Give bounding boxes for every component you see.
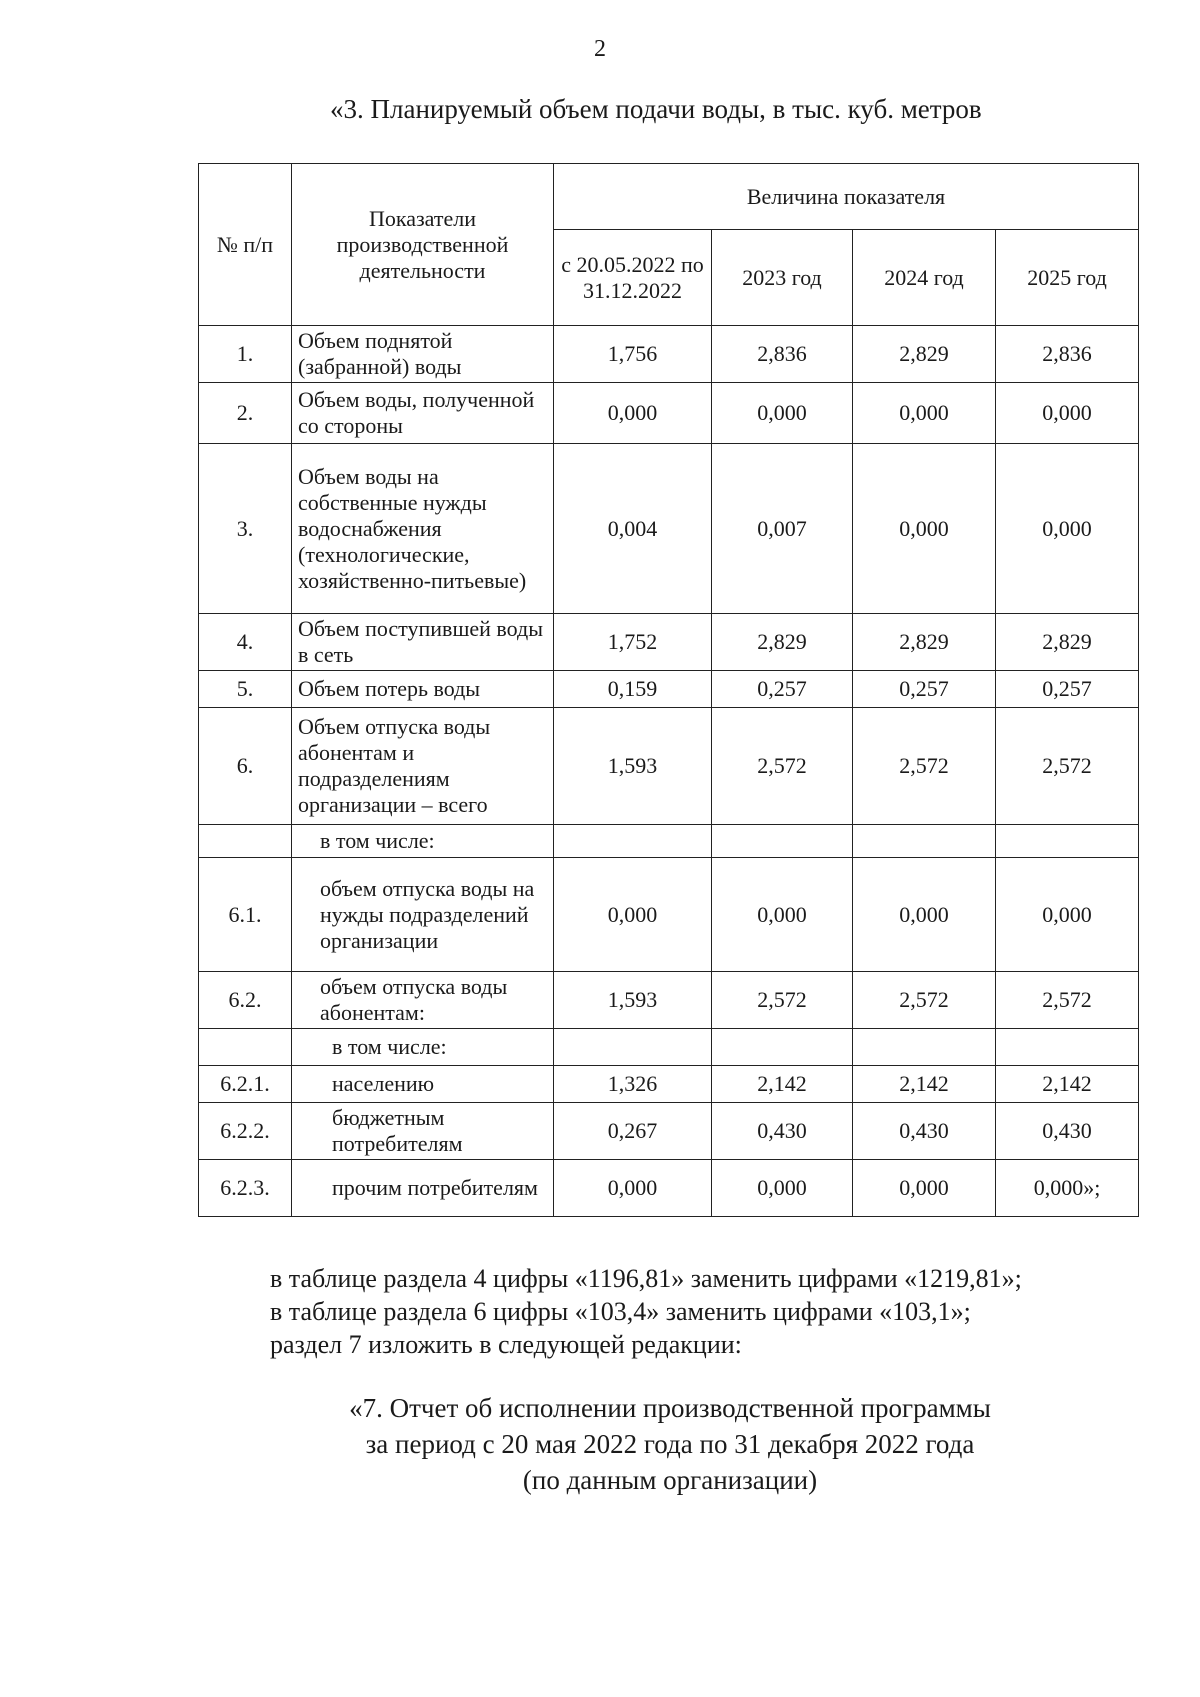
row-name: Объем поднятой (забранной) воды — [292, 326, 554, 383]
amendment-paragraphs — [270, 1262, 1022, 1361]
row-value: 0,267 — [554, 1103, 712, 1160]
table-row — [199, 1160, 1139, 1217]
row-name: в том числе: — [292, 1029, 554, 1066]
row-value: 0,430 — [712, 1103, 853, 1160]
table-row — [199, 1103, 1139, 1160]
row-value: 0,007 — [712, 444, 853, 614]
row-name: Объем потерь воды — [292, 671, 554, 708]
row-num: 4. — [199, 614, 292, 671]
paragraph: в таблице раздела 4 цифры «1196,81» заменить цифрами «1219,81»; — [270, 1264, 1022, 1293]
water-supply-table — [198, 163, 1139, 1217]
row-num: 6.2. — [199, 972, 292, 1029]
row-num: 3. — [199, 444, 292, 614]
section-7-title — [0, 1390, 1200, 1498]
header-period-3: 2024 год — [853, 230, 996, 326]
row-value: 2,829 — [853, 326, 996, 383]
paragraph: в таблице раздела 6 цифры «103,4» заменить цифрами «103,1»; — [270, 1297, 971, 1326]
row-value: 0,000 — [996, 858, 1139, 972]
row-value: 2,572 — [853, 972, 996, 1029]
row-value: 2,836 — [712, 326, 853, 383]
row-value: 0,000 — [712, 858, 853, 972]
row-name: в том числе: — [292, 825, 554, 858]
page-number: 2 — [594, 36, 606, 62]
table-row — [199, 326, 1139, 383]
header-indicator: Показатели производственной деятельности — [292, 164, 554, 326]
row-value: 0,000 — [996, 383, 1139, 444]
row-value: 2,829 — [712, 614, 853, 671]
table-row — [199, 825, 1139, 858]
row-value: 2,829 — [853, 614, 996, 671]
row-num: 1. — [199, 326, 292, 383]
row-value: 0,004 — [554, 444, 712, 614]
row-num — [199, 1029, 292, 1066]
section-7-title-line: за период с 20 мая 2022 года по 31 декабря 2022 года — [365, 1429, 975, 1459]
row-num — [199, 825, 292, 858]
row-value: 1,752 — [554, 614, 712, 671]
row-value: 2,829 — [996, 614, 1139, 671]
table-row — [199, 614, 1139, 671]
row-value: 0,000 — [712, 383, 853, 444]
row-num: 6.2.3. — [199, 1160, 292, 1217]
row-value: 1,593 — [554, 708, 712, 825]
row-name: Объем воды на собственные нужды водоснабжения (технологические, хозяйственно-питьевые) — [292, 444, 554, 614]
row-value — [996, 1029, 1139, 1066]
row-value: 0,000»; — [996, 1160, 1139, 1217]
row-value — [554, 1029, 712, 1066]
row-value: 0,430 — [996, 1103, 1139, 1160]
row-value: 2,572 — [996, 708, 1139, 825]
row-value: 0,000 — [554, 383, 712, 444]
row-name: Объем поступившей воды в сеть — [292, 614, 554, 671]
row-num: 6.2.2. — [199, 1103, 292, 1160]
row-name: Объем воды, полученной со стороны — [292, 383, 554, 444]
row-value: 2,836 — [996, 326, 1139, 383]
row-value — [554, 825, 712, 858]
row-value: 2,572 — [712, 972, 853, 1029]
table-row — [199, 444, 1139, 614]
row-value: 2,572 — [853, 708, 996, 825]
table-row — [199, 708, 1139, 825]
table-row — [199, 972, 1139, 1029]
paragraph: раздел 7 изложить в следующей редакции: — [270, 1330, 742, 1359]
table-row — [199, 858, 1139, 972]
table-row — [199, 671, 1139, 708]
row-value: 0,000 — [853, 383, 996, 444]
table-row — [199, 1066, 1139, 1103]
row-value: 0,159 — [554, 671, 712, 708]
row-name: прочим потребителям — [292, 1160, 554, 1217]
row-value: 0,000 — [554, 858, 712, 972]
table-row — [199, 383, 1139, 444]
row-value: 0,257 — [712, 671, 853, 708]
section-7-title-line: (по данным организации) — [522, 1465, 818, 1495]
row-name: бюджетным потребителям — [292, 1103, 554, 1160]
row-name: населению — [292, 1066, 554, 1103]
row-value — [853, 825, 996, 858]
header-period-1: с 20.05.2022 по 31.12.2022 — [554, 230, 712, 326]
row-value: 2,142 — [996, 1066, 1139, 1103]
header-value-group: Величина показателя — [554, 164, 1139, 230]
row-value: 0,000 — [996, 444, 1139, 614]
row-value: 0,257 — [996, 671, 1139, 708]
row-name: Объем отпуска воды абонентам и подразделениям организации – всего — [292, 708, 554, 825]
row-value: 2,572 — [712, 708, 853, 825]
row-num: 6. — [199, 708, 292, 825]
row-value: 0,000 — [554, 1160, 712, 1217]
row-value: 0,000 — [712, 1160, 853, 1217]
row-value: 0,000 — [853, 1160, 996, 1217]
row-num: 6.2.1. — [199, 1066, 292, 1103]
row-value: 2,142 — [712, 1066, 853, 1103]
row-value: 1,326 — [554, 1066, 712, 1103]
row-value: 2,572 — [996, 972, 1139, 1029]
row-name: объем отпуска воды на нужды подразделений организации — [292, 858, 554, 972]
header-period-4: 2025 год — [996, 230, 1139, 326]
row-num: 2. — [199, 383, 292, 444]
row-value — [853, 1029, 996, 1066]
row-num: 6.1. — [199, 858, 292, 972]
section-3-title: «3. Планируемый объем подачи воды, в тыс. куб. метров — [330, 94, 982, 124]
header-num: № п/п — [199, 164, 292, 326]
row-value: 0,430 — [853, 1103, 996, 1160]
row-value: 2,142 — [853, 1066, 996, 1103]
row-value: 0,000 — [853, 444, 996, 614]
row-num: 5. — [199, 671, 292, 708]
row-value: 0,000 — [853, 858, 996, 972]
row-value: 1,593 — [554, 972, 712, 1029]
section-7-title-line: «7. Отчет об исполнении производственной программы — [349, 1393, 991, 1423]
row-value — [996, 825, 1139, 858]
row-value — [712, 825, 853, 858]
row-value: 1,756 — [554, 326, 712, 383]
table-row — [199, 1029, 1139, 1066]
row-name: объем отпуска воды абонентам: — [292, 972, 554, 1029]
header-period-2: 2023 год — [712, 230, 853, 326]
row-value — [712, 1029, 853, 1066]
row-value: 0,257 — [853, 671, 996, 708]
